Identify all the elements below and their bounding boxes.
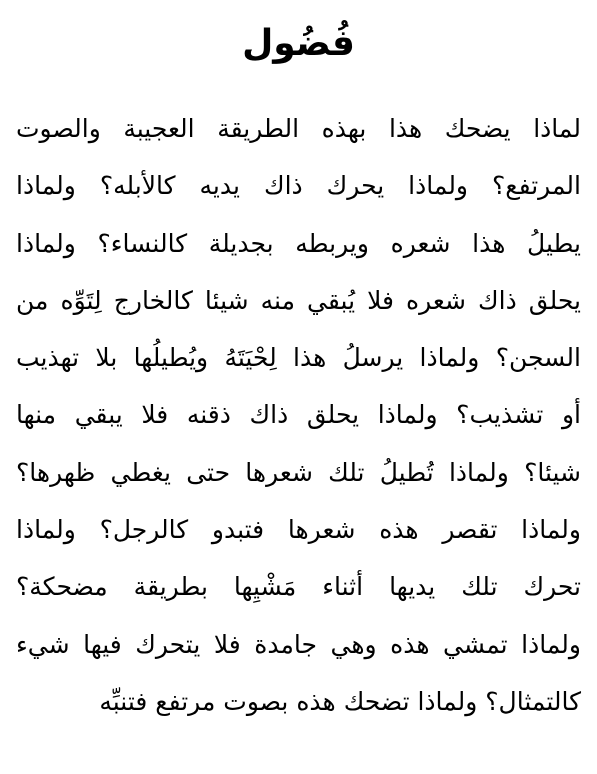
text-line: أو تشذيب؟ ولماذا يحلق ذاك ذقنه فلا يبقي منها bbox=[16, 400, 581, 430]
text-line: السجن؟ ولماذا يرسلُ هذا لِحْيَتَهُ ويُطيلُها بلا تهذيب bbox=[16, 343, 581, 373]
document-body bbox=[16, 100, 581, 730]
text-line: لماذا يضحك هذا بهذه الطريقة العجيبة والصوت bbox=[16, 114, 581, 143]
text-line: شيئا؟ ولماذا تُطيلُ تلك شعرها حتى يغطي ظهرها؟ bbox=[16, 457, 581, 487]
text-line: ولماذا تقصر هذه شعرها فتبدو كالرجل؟ ولماذا bbox=[16, 515, 581, 545]
text-line: ولماذا تمشي هذه وهي جامدة فلا يتحرك فيها شيء bbox=[16, 629, 581, 659]
text-line: يطيلُ هذا شعره ويربطه بجديلة كالنساء؟ ولماذا bbox=[16, 228, 581, 258]
text-line: يحلق ذاك شعره فلا يُبقي منه شيئا كالخارج لِتَوِّه من bbox=[16, 285, 581, 315]
text-line: المرتفع؟ ولماذا يحرك ذاك يديه كالأبله؟ ولماذا bbox=[16, 171, 581, 201]
text-line: تحرك تلك يديها أثناء مَشْيِها بطريقة مضحكة؟ bbox=[16, 572, 581, 602]
document-title: فُضُول bbox=[242, 23, 355, 64]
text-line: كالتمثال؟ ولماذا تضحك هذه بصوت مرتفع فتنبِّه bbox=[99, 686, 581, 716]
